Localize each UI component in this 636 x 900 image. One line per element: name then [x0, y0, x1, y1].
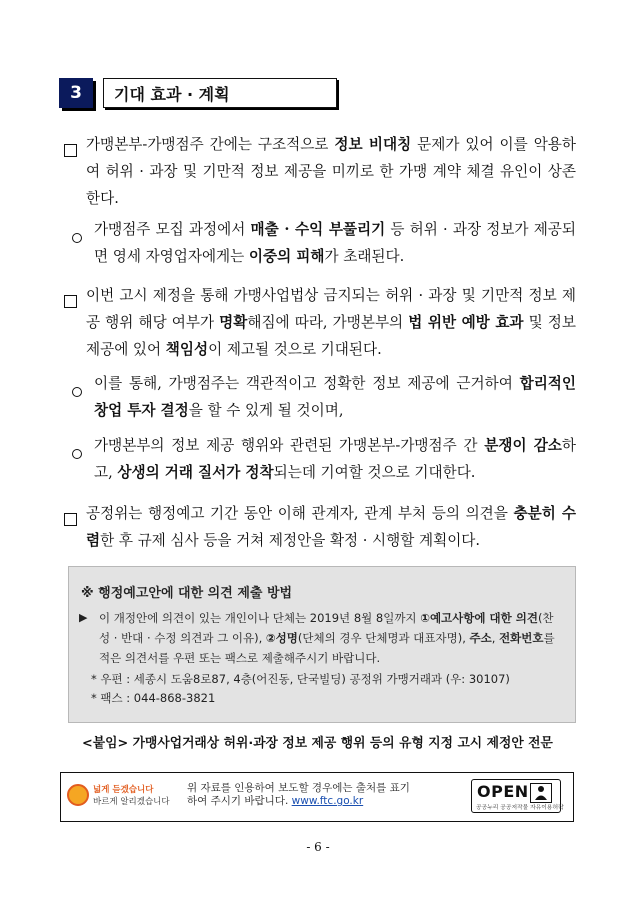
emphasis: 이중의 피해: [248, 248, 325, 265]
text: 되는데 기여할 것으로 기대한다.: [273, 464, 476, 481]
open-license-badge: [471, 779, 564, 813]
text: 문제가 있어 이를 악용하여 허위 · 과장 및 기만적 정보 제공을 미끼로 한 가맹 계약 체결 유인이 상존한다.: [86, 136, 576, 207]
paragraph-investment-decision: [72, 370, 576, 424]
square-bullet-icon: [64, 295, 77, 308]
paragraph-recruitment-damage: [72, 216, 576, 270]
text: 등 허위 · 과장 정보가 제공되면 영세 자영업자에게는: [94, 221, 576, 265]
text: (찬성 · 반대 · 수정 의견과 그 이유),: [99, 611, 554, 645]
emphasis: 주소: [469, 631, 492, 645]
paragraph-plan: [64, 500, 576, 554]
emphasis: 합리적인 창업 투자 결정: [94, 375, 576, 419]
person-icon: [530, 783, 552, 803]
text: 가맹본부-가맹점주 간에는 구조적으로: [86, 136, 335, 153]
text: 가맹점주 모집 과정에서: [94, 221, 251, 238]
emphasis: 상생의 거래 질서가 정착: [117, 464, 274, 481]
section-title: 기대 효과 · 계획: [103, 78, 337, 108]
emphasis: 매출 · 수익 부풀리기: [250, 221, 386, 238]
text: 을 할 수 있게 될 것이며,: [188, 402, 344, 419]
section-number: 3: [59, 78, 93, 108]
circle-bullet-icon: [72, 233, 82, 243]
text: (단체의 경우 단체명과 대표자명),: [297, 631, 470, 645]
text: 가 초래된다.: [324, 248, 405, 265]
circle-bullet-icon: [72, 387, 82, 397]
text: 가맹본부의 정보 제공 행위와 관련된 가맹본부-가맹점주 간: [94, 437, 485, 454]
citation-line: 위 자료를 인용하여 보도할 경우에는 출처를 표기: [187, 782, 410, 794]
emphasis: 책임성: [165, 341, 209, 358]
text: 를 적은 의견서를 우편 또는 팩스로 제출해주시기 바랍니다.: [99, 631, 555, 665]
text: 이 제고될 것으로 기대된다.: [208, 341, 382, 358]
emphasis: 명확: [219, 314, 248, 331]
citation-line: 하여 주시기 바랍니다.: [187, 795, 289, 807]
square-bullet-icon: [64, 513, 77, 526]
text: 하고,: [94, 437, 576, 481]
citation-notice: [187, 782, 410, 808]
emphasis: 분쟁이 감소: [484, 437, 562, 454]
text: 공정위는 행정예고 기간 동안 이해 관계자, 관계 부처 등의 의견을: [86, 505, 514, 522]
ftc-logo-icon: [67, 784, 89, 806]
footer-bar: [60, 772, 574, 822]
paragraph-dispute-reduction: [72, 432, 576, 486]
square-bullet-icon: [64, 144, 77, 157]
open-label: OPEN: [477, 782, 529, 801]
slogan: [93, 784, 170, 808]
text: 이 개정안에 의견이 있는 개인이나 단체는 2019년 8월 8일까지: [99, 611, 421, 625]
text: ,: [491, 631, 500, 645]
text: 이번 고시 제정을 통해 가맹사업법상 금지되는 허위 · 과장 및 기만적 정보 제공 행위 해당 여부가: [86, 287, 576, 331]
emphasis: ①예고사항에 대한 의견: [420, 611, 538, 625]
text: 이를 통해, 가맹점주는 객관적이고 정확한 정보 제공에 근거하여: [94, 375, 520, 392]
section-header: [59, 78, 337, 108]
mail-address: * 우편 : 세종시 도움8로87, 4층(어진동, 단국빌딩) 공정위 가맹거래과 (우: 30107): [91, 672, 510, 686]
opinion-submission-box: [68, 566, 576, 723]
arrow-bullet-icon: ▶: [79, 611, 88, 624]
text: 한 후 규제 심사 등을 거쳐 제정안을 확정 · 시행할 계획이다.: [100, 532, 481, 549]
emphasis: 충분히 수렴: [86, 505, 576, 549]
attachment-title: <붙임> 가맹사업거래상 허위·과장 정보 제공 행위 등의 유형 지정 고시 제정안 전문: [82, 736, 553, 751]
open-caption: 공공누리 공공저작물 자유이용허락: [476, 805, 564, 811]
fax-number: * 팩스 : 044-868-3821: [91, 691, 216, 705]
emphasis: 법 위반 예방 효과: [408, 314, 524, 331]
emphasis: 정보 비대칭: [334, 136, 412, 153]
notice-title: ※ 행정예고안에 대한 의견 제출 방법: [81, 586, 293, 601]
website-link[interactable]: www.ftc.go.kr: [291, 795, 364, 807]
slogan-line: 바르게 알리겠습니다: [93, 797, 170, 807]
emphasis: 전화번호: [499, 631, 544, 645]
emphasis: ②성명: [265, 631, 298, 645]
page-number: - 6 -: [306, 840, 330, 854]
paragraph-info-asymmetry: [64, 131, 576, 212]
slogan-line: 넓게 듣겠습니다: [93, 785, 154, 795]
text: 및 정보 제공에 있어: [86, 314, 576, 358]
notice-body: [99, 608, 563, 668]
text: 해짐에 따라, 가맹본부의: [247, 314, 409, 331]
paragraph-notice-effect: [64, 282, 576, 363]
circle-bullet-icon: [72, 449, 82, 459]
